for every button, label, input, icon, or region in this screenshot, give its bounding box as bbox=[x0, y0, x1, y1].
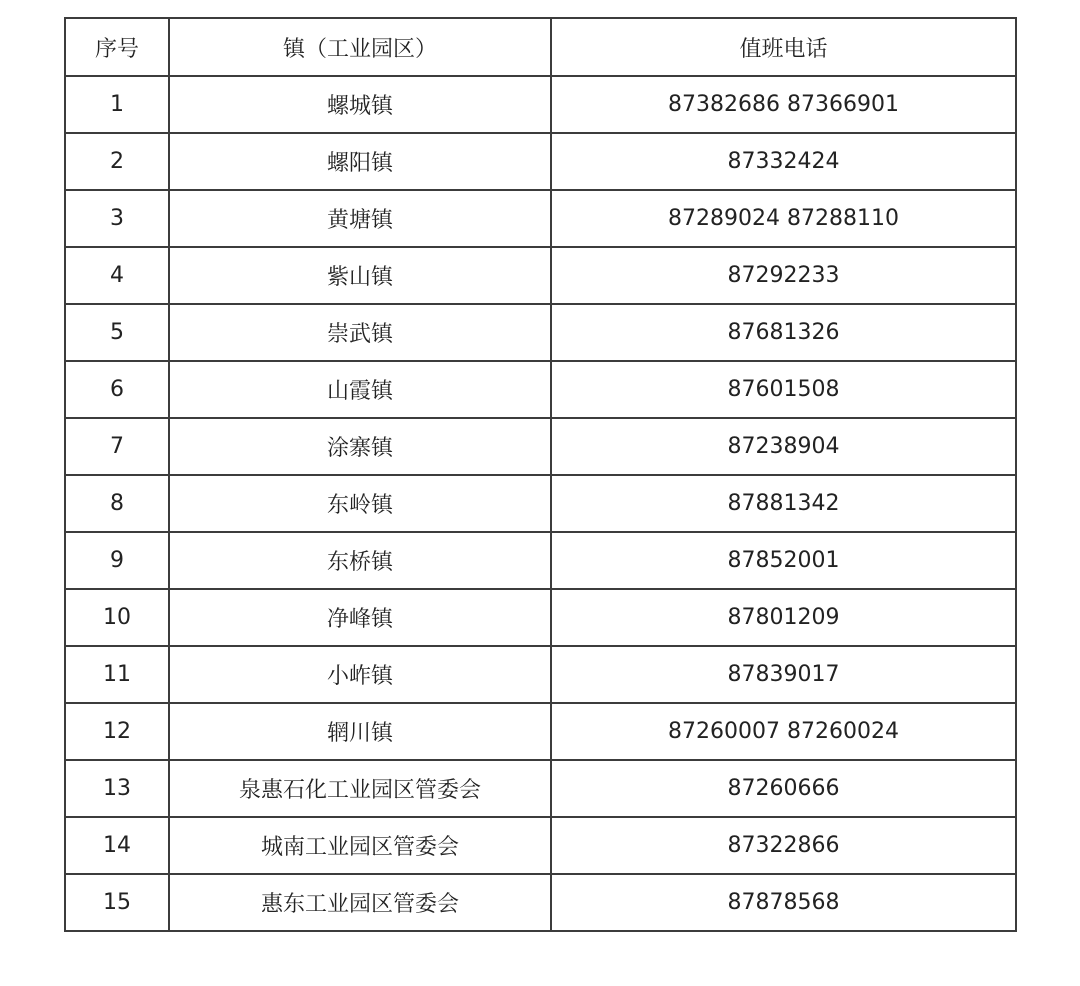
cell-duty-phone: 87260007 87260024 bbox=[551, 703, 1016, 760]
cell-town: 辋川镇 bbox=[169, 703, 551, 760]
table-row bbox=[65, 703, 1016, 760]
cell-town: 崇武镇 bbox=[169, 304, 551, 361]
cell-town: 东桥镇 bbox=[169, 532, 551, 589]
table-row bbox=[65, 532, 1016, 589]
table-row bbox=[65, 646, 1016, 703]
cell-town: 泉惠石化工业园区管委会 bbox=[169, 760, 551, 817]
cell-serial-number: 1 bbox=[65, 76, 169, 133]
cell-town: 东岭镇 bbox=[169, 475, 551, 532]
cell-serial-number: 12 bbox=[65, 703, 169, 760]
cell-town: 山霞镇 bbox=[169, 361, 551, 418]
table-row bbox=[65, 874, 1016, 931]
cell-serial-number: 3 bbox=[65, 190, 169, 247]
cell-duty-phone: 87238904 bbox=[551, 418, 1016, 475]
cell-duty-phone: 87801209 bbox=[551, 589, 1016, 646]
table-row bbox=[65, 76, 1016, 133]
table-row bbox=[65, 817, 1016, 874]
table-row bbox=[65, 418, 1016, 475]
cell-serial-number: 14 bbox=[65, 817, 169, 874]
cell-town: 涂寨镇 bbox=[169, 418, 551, 475]
duty-phone-table bbox=[64, 17, 1017, 932]
cell-serial-number: 4 bbox=[65, 247, 169, 304]
cell-town: 紫山镇 bbox=[169, 247, 551, 304]
cell-town: 净峰镇 bbox=[169, 589, 551, 646]
cell-serial-number: 9 bbox=[65, 532, 169, 589]
cell-serial-number: 7 bbox=[65, 418, 169, 475]
table-row bbox=[65, 133, 1016, 190]
cell-duty-phone: 87878568 bbox=[551, 874, 1016, 931]
table-row bbox=[65, 190, 1016, 247]
cell-serial-number: 6 bbox=[65, 361, 169, 418]
cell-serial-number: 8 bbox=[65, 475, 169, 532]
cell-town: 黄塘镇 bbox=[169, 190, 551, 247]
table-row bbox=[65, 760, 1016, 817]
cell-town: 螺阳镇 bbox=[169, 133, 551, 190]
cell-duty-phone: 87382686 87366901 bbox=[551, 76, 1016, 133]
header-duty-phone: 值班电话 bbox=[551, 18, 1016, 76]
cell-serial-number: 2 bbox=[65, 133, 169, 190]
cell-duty-phone: 87852001 bbox=[551, 532, 1016, 589]
cell-duty-phone: 87292233 bbox=[551, 247, 1016, 304]
table-row bbox=[65, 475, 1016, 532]
cell-duty-phone: 87332424 bbox=[551, 133, 1016, 190]
header-town: 镇（工业园区） bbox=[169, 18, 551, 76]
cell-duty-phone: 87260666 bbox=[551, 760, 1016, 817]
header-serial-number: 序号 bbox=[65, 18, 169, 76]
cell-duty-phone: 87681326 bbox=[551, 304, 1016, 361]
cell-duty-phone: 87881342 bbox=[551, 475, 1016, 532]
cell-serial-number: 11 bbox=[65, 646, 169, 703]
cell-serial-number: 10 bbox=[65, 589, 169, 646]
cell-town: 小岞镇 bbox=[169, 646, 551, 703]
table-row bbox=[65, 589, 1016, 646]
cell-duty-phone: 87289024 87288110 bbox=[551, 190, 1016, 247]
cell-duty-phone: 87601508 bbox=[551, 361, 1016, 418]
table-header-row bbox=[65, 18, 1016, 76]
table-row bbox=[65, 361, 1016, 418]
cell-town: 螺城镇 bbox=[169, 76, 551, 133]
cell-town: 惠东工业园区管委会 bbox=[169, 874, 551, 931]
cell-duty-phone: 87322866 bbox=[551, 817, 1016, 874]
cell-serial-number: 15 bbox=[65, 874, 169, 931]
duty-phone-table-container bbox=[64, 17, 1015, 932]
table-row bbox=[65, 304, 1016, 361]
cell-serial-number: 13 bbox=[65, 760, 169, 817]
cell-duty-phone: 87839017 bbox=[551, 646, 1016, 703]
cell-town: 城南工业园区管委会 bbox=[169, 817, 551, 874]
table-row bbox=[65, 247, 1016, 304]
cell-serial-number: 5 bbox=[65, 304, 169, 361]
